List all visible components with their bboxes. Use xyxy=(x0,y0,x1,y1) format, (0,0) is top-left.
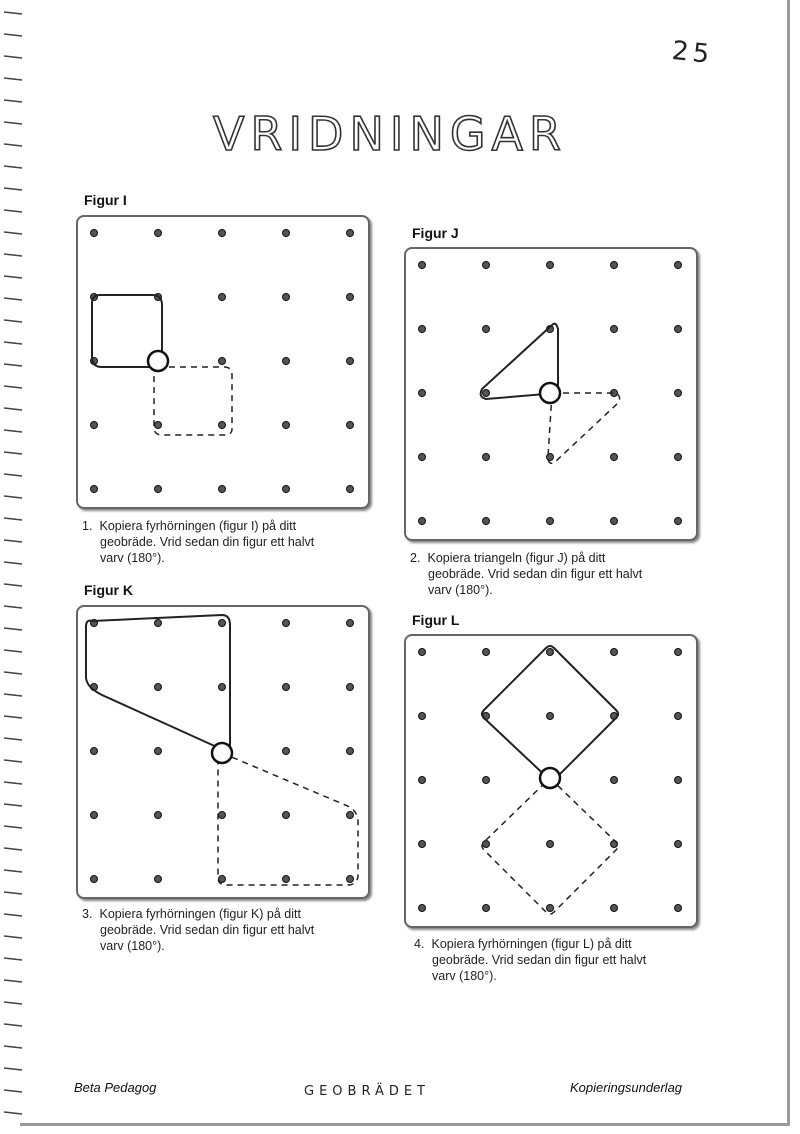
figure-label-j: Figur J xyxy=(412,225,459,241)
geoboard-peg xyxy=(347,748,354,755)
geoboard-peg xyxy=(483,262,490,269)
instruction-line: geobräde. Vrid sedan din figur ett halvt xyxy=(100,923,315,937)
geoboard-peg xyxy=(611,326,618,333)
rotation-center xyxy=(540,383,560,403)
geoboard-peg xyxy=(219,294,226,301)
geoboard-peg xyxy=(91,748,98,755)
geoboard-peg xyxy=(547,841,554,848)
instruction-4 xyxy=(414,936,646,984)
geoboard-peg xyxy=(483,841,490,848)
figure-label-l: Figur L xyxy=(412,612,460,628)
geoboard-peg xyxy=(155,748,162,755)
page-title-text: VRIDNINGAR xyxy=(213,107,567,161)
instruction-line: Kopiera fyrhörningen (figur I) på ditt xyxy=(99,519,297,533)
geoboard-peg xyxy=(419,454,426,461)
geoboard-peg xyxy=(155,620,162,627)
geoboard-peg xyxy=(155,486,162,493)
geoboard-peg xyxy=(547,649,554,656)
geoboard-peg xyxy=(219,620,226,627)
instruction-line: geobräde. Vrid sedan din figur ett halvt xyxy=(428,567,643,581)
geoboard-figure-i xyxy=(76,215,370,509)
geoboard-peg xyxy=(283,876,290,883)
geoboard-peg xyxy=(675,713,682,720)
figure-label-k: Figur K xyxy=(84,582,133,598)
geoboard-peg xyxy=(483,905,490,912)
geoboard-peg xyxy=(419,841,426,848)
triangle-rotated xyxy=(548,393,620,463)
geoboard-peg xyxy=(675,905,682,912)
instruction-line: Kopiera fyrhörningen (figur L) på ditt xyxy=(431,937,632,951)
geoboard-peg xyxy=(611,454,618,461)
geoboard-peg xyxy=(155,422,162,429)
geoboard-k-canvas xyxy=(78,607,368,897)
geoboard-peg xyxy=(91,422,98,429)
geoboard-peg xyxy=(611,518,618,525)
instruction-line: Kopiera fyrhörningen (figur K) på ditt xyxy=(99,907,301,921)
geoboard-peg xyxy=(347,684,354,691)
geoboard-peg xyxy=(347,294,354,301)
geoboard-peg xyxy=(419,649,426,656)
geoboard-figure-j xyxy=(404,247,698,541)
geoboard-peg xyxy=(219,812,226,819)
instruction-number: 2. xyxy=(410,551,421,565)
geoboard-peg xyxy=(283,486,290,493)
rotation-center xyxy=(148,351,168,371)
geoboard-peg xyxy=(675,454,682,461)
instruction-line: geobräde. Vrid sedan din figur ett halvt xyxy=(432,953,647,967)
geoboard-peg xyxy=(347,230,354,237)
geoboard-peg xyxy=(91,230,98,237)
geoboard-peg xyxy=(547,905,554,912)
geoboard-peg xyxy=(347,422,354,429)
geoboard-peg xyxy=(91,876,98,883)
quadrilateral-rotated xyxy=(218,753,358,885)
footer-copy-note: Kopieringsunderlag xyxy=(570,1080,683,1095)
geoboard-peg xyxy=(283,684,290,691)
geoboard-peg xyxy=(347,812,354,819)
geoboard-peg xyxy=(675,649,682,656)
geoboard-peg xyxy=(675,777,682,784)
geoboard-peg xyxy=(483,454,490,461)
geoboard-peg xyxy=(347,486,354,493)
geoboard-peg xyxy=(483,326,490,333)
page-title xyxy=(180,92,600,172)
geoboard-peg xyxy=(547,713,554,720)
geoboard-peg xyxy=(675,326,682,333)
geoboard-peg xyxy=(419,518,426,525)
instruction-line: varv (180°). xyxy=(428,583,493,597)
geoboard-peg xyxy=(283,748,290,755)
geoboard-peg xyxy=(419,326,426,333)
rotation-center xyxy=(540,768,560,788)
footer-book-title: GEOBRÄDET xyxy=(304,1084,431,1099)
instruction-line: varv (180°). xyxy=(100,939,165,953)
geoboard-peg xyxy=(155,230,162,237)
instruction-line: varv (180°). xyxy=(432,969,497,983)
geoboard-peg xyxy=(283,294,290,301)
geoboard-peg xyxy=(547,518,554,525)
geoboard-peg xyxy=(419,390,426,397)
instruction-3 xyxy=(82,906,314,954)
instruction-1 xyxy=(82,518,314,566)
geoboard-peg xyxy=(283,422,290,429)
geoboard-peg xyxy=(419,777,426,784)
geoboard-peg xyxy=(219,230,226,237)
geoboard-peg xyxy=(419,713,426,720)
geoboard-peg xyxy=(283,620,290,627)
geoboard-peg xyxy=(611,905,618,912)
geoboard-peg xyxy=(419,905,426,912)
geoboard-i-canvas xyxy=(78,217,368,507)
geoboard-peg xyxy=(483,649,490,656)
geoboard-peg xyxy=(219,684,226,691)
geoboard-peg xyxy=(283,230,290,237)
geoboard-peg xyxy=(219,358,226,365)
geoboard-peg xyxy=(155,684,162,691)
geoboard-peg xyxy=(219,422,226,429)
geoboard-peg xyxy=(91,486,98,493)
instruction-number: 1. xyxy=(82,519,93,533)
geoboard-peg xyxy=(483,518,490,525)
geoboard-peg xyxy=(611,777,618,784)
geoboard-peg xyxy=(91,812,98,819)
geoboard-l-canvas xyxy=(406,636,696,926)
geoboard-peg xyxy=(419,262,426,269)
geoboard-peg xyxy=(283,812,290,819)
geoboard-peg xyxy=(675,841,682,848)
instruction-line: Kopiera triangeln (figur J) på ditt xyxy=(427,551,606,565)
geoboard-peg xyxy=(483,777,490,784)
geoboard-peg xyxy=(611,262,618,269)
geoboard-figure-l xyxy=(404,634,698,928)
page-number: 25 xyxy=(670,35,715,71)
geoboard-peg xyxy=(611,649,618,656)
geoboard-peg xyxy=(675,390,682,397)
geoboard-peg xyxy=(547,262,554,269)
instruction-2 xyxy=(410,550,642,598)
geoboard-j-canvas xyxy=(406,249,696,539)
instruction-line: varv (180°). xyxy=(100,551,165,565)
geoboard-peg xyxy=(347,620,354,627)
geoboard-peg xyxy=(675,518,682,525)
geoboard-figure-k xyxy=(76,605,370,899)
geoboard-peg xyxy=(347,876,354,883)
geoboard-peg xyxy=(675,262,682,269)
figure-label-i: Figur I xyxy=(84,192,127,208)
geoboard-peg xyxy=(155,812,162,819)
instruction-line: geobräde. Vrid sedan din figur ett halvt xyxy=(100,535,315,549)
geoboard-peg xyxy=(283,358,290,365)
rotation-center xyxy=(212,743,232,763)
geoboard-peg xyxy=(483,390,490,397)
geoboard-peg xyxy=(155,876,162,883)
geoboard-peg xyxy=(219,486,226,493)
instruction-number: 3. xyxy=(82,907,93,921)
geoboard-peg xyxy=(347,358,354,365)
instruction-number: 4. xyxy=(414,937,425,951)
footer-publisher: Beta Pedagog xyxy=(74,1080,157,1095)
